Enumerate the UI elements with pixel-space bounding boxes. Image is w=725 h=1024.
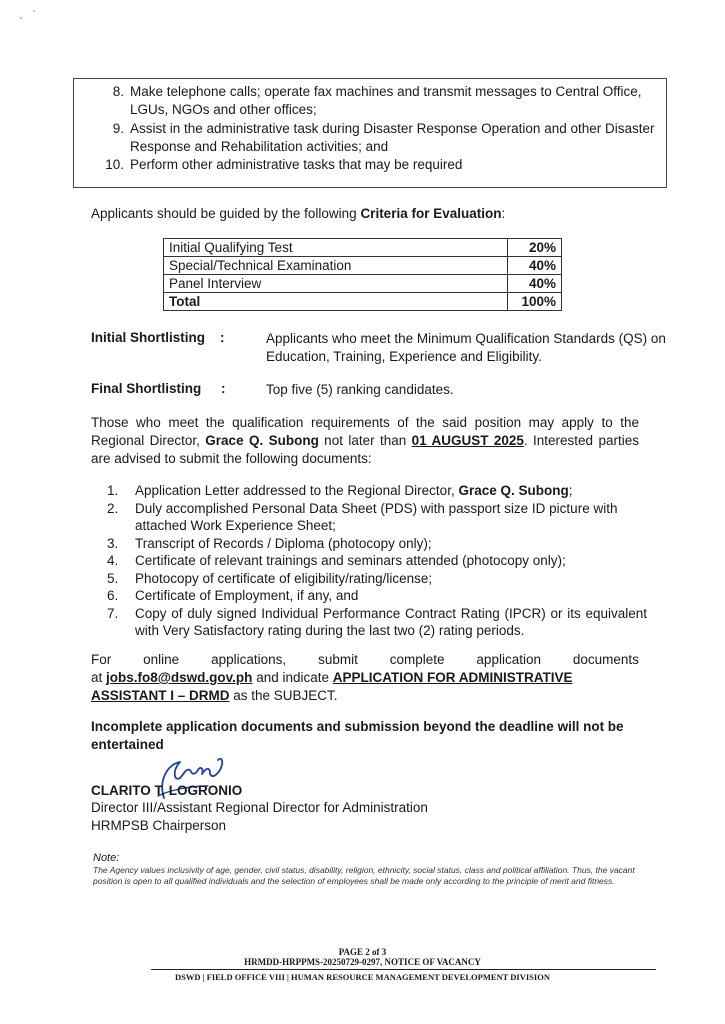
list-item — [107, 605, 647, 640]
criteria-label: Special/Technical Examination — [164, 257, 508, 275]
office-footer: DSWD | FIELD OFFICE VIII | HUMAN RESOURCE MANAGEMENT DEVELOPMENT DIVISION — [175, 972, 550, 982]
deadline-date: 01 AUGUST 2025 — [411, 433, 524, 448]
duty-item — [102, 156, 660, 174]
final-shortlisting-label: Final Shortlisting — [91, 381, 202, 396]
table-row — [164, 239, 562, 257]
duty-item — [102, 83, 660, 119]
duty-number: 8. — [112, 84, 124, 99]
criteria-table — [163, 238, 562, 311]
table-row — [164, 293, 562, 311]
criteria-intro — [91, 205, 505, 223]
note-label: Note: — [93, 852, 120, 864]
duty-item — [102, 120, 660, 156]
online-text: at — [91, 670, 107, 685]
criteria-label: Panel Interview — [164, 275, 508, 293]
subject-line: APPLICATION FOR ADMINISTRATIVE — [332, 670, 573, 685]
apply-paragraph — [91, 414, 639, 468]
list-text: Transcript of Records / Diploma (photocopy only); — [135, 535, 432, 551]
online-line-3 — [91, 687, 338, 705]
signatory-name: CLARITO T. LOGRONIO — [91, 783, 243, 798]
table-row — [164, 275, 562, 293]
online-line-1 — [91, 651, 639, 669]
warning-text: Incomplete application documents and submission beyond the deadline will not be entertained — [91, 719, 624, 752]
list-number: 3. — [107, 535, 119, 551]
criteria-percent: 20% — [508, 239, 562, 257]
list-number: 1. — [107, 483, 119, 498]
subject-line-2: ASSISTANT I – DRMD — [91, 688, 230, 703]
duty-number: 9. — [112, 121, 124, 136]
duty-text: Make telephone calls; operate fax machines and transmit messages to Central Office, LGUs, NGOs and other offices; — [130, 84, 642, 117]
online-text: and indicate — [252, 670, 333, 685]
criteria-percent: 40% — [508, 275, 562, 293]
list-item — [107, 570, 647, 588]
list-number: 7. — [107, 605, 119, 621]
list-text: Certificate of relevant trainings and seminars attended (photocopy only); — [135, 553, 566, 568]
final-shortlisting-colon: : — [221, 381, 226, 396]
apply-text: not later than — [318, 433, 412, 448]
scan-mark: · ˙ — [18, 8, 39, 29]
online-word: application — [476, 652, 541, 667]
list-text — [135, 482, 647, 500]
document-text-end: ; — [568, 483, 573, 498]
criteria-intro-bold: Criteria for Evaluation — [360, 206, 502, 221]
footer-divider — [151, 969, 656, 970]
online-word: submit — [318, 652, 358, 667]
document-reference: HRMDD-HRPPMS-20250729-0297, NOTICE OF VACANCY — [244, 957, 481, 967]
apply-text: Those who meet the qualification requirements of the said position may apply to the Regional Director, — [91, 415, 639, 448]
criteria-label: Initial Qualifying Test — [164, 239, 508, 257]
note-text: The Agency values inclusivity of age, gender, civil status, disability, religion, ethnicity, social status, class and political affiliation. Thus, the vacant position is open to all qualified individuals and the selection of employees shall be made only according to the principle of merit and fitness. — [93, 865, 635, 886]
list-item — [107, 552, 647, 570]
online-line-2 — [91, 669, 651, 687]
final-shortlisting-text: Top five (5) ranking candidates. — [266, 382, 454, 397]
document-text: Application Letter addressed to the Regional Director, — [135, 483, 459, 498]
list-text: Photocopy of certificate of eligibility/rating/license; — [135, 570, 433, 586]
duties-box — [73, 78, 667, 188]
online-word: For — [91, 652, 112, 667]
list-number: 6. — [107, 588, 119, 603]
duty-number: 10. — [105, 157, 124, 172]
list-item — [107, 587, 647, 605]
criteria-intro-suffix: : — [501, 206, 506, 221]
online-word: documents — [572, 652, 639, 667]
criteria-total-percent: 100% — [508, 293, 562, 311]
signatory-title: Director III/Assistant Regional Director for Administration — [91, 800, 428, 815]
duty-text: Assist in the administrative task during Disaster Response Operation and other Disaster Response and Rehabilitation activities; and — [130, 121, 655, 154]
list-number: 5. — [107, 570, 119, 586]
online-word: applications, — [211, 652, 287, 667]
page-number: PAGE 2 of 3 — [338, 947, 387, 957]
list-item — [107, 500, 647, 535]
list-text: Duly accomplished Personal Data Sheet (PDS) with passport size ID picture with attached Work Experience Sheet; — [135, 500, 618, 533]
list-number: 2. — [107, 500, 119, 516]
list-text: Copy of duly signed Individual Performance Contract Rating (IPCR) or its equivalent with Very Satisfactory rating during the last two (2) rating periods. — [135, 605, 647, 638]
online-word: online — [143, 652, 180, 667]
criteria-percent: 40% — [508, 257, 562, 275]
apply-text: . Interested parties are advised to submit the following documents: — [91, 433, 639, 466]
list-item — [107, 535, 647, 553]
signatory-role: HRMPSB Chairperson — [91, 818, 227, 833]
table-row — [164, 257, 562, 275]
duty-text: Perform other administrative tasks that may be required — [130, 157, 463, 172]
initial-shortlisting-text: Applicants who meet the Minimum Qualification Standards (QS) on Education, Training, Experience and Eligibility. — [266, 331, 666, 364]
online-text: as the SUBJECT. — [229, 688, 338, 703]
director-name: Grace Q. Subong — [205, 433, 319, 448]
initial-shortlisting-label: Initial Shortlisting — [91, 330, 205, 345]
email-link[interactable]: jobs.fo8@dswd.gov.ph — [106, 670, 253, 685]
initial-shortlisting-colon: : — [220, 330, 225, 345]
criteria-total-label: Total — [164, 293, 508, 311]
list-text: Certificate of Employment, if any, and — [135, 588, 359, 603]
criteria-intro-text: Applicants should be guided by the following — [91, 206, 361, 221]
documents-list — [107, 482, 647, 640]
list-item — [107, 482, 647, 500]
director-name: Grace Q. Subong — [458, 483, 569, 498]
online-word: complete — [389, 652, 445, 667]
list-number: 4. — [107, 553, 119, 568]
